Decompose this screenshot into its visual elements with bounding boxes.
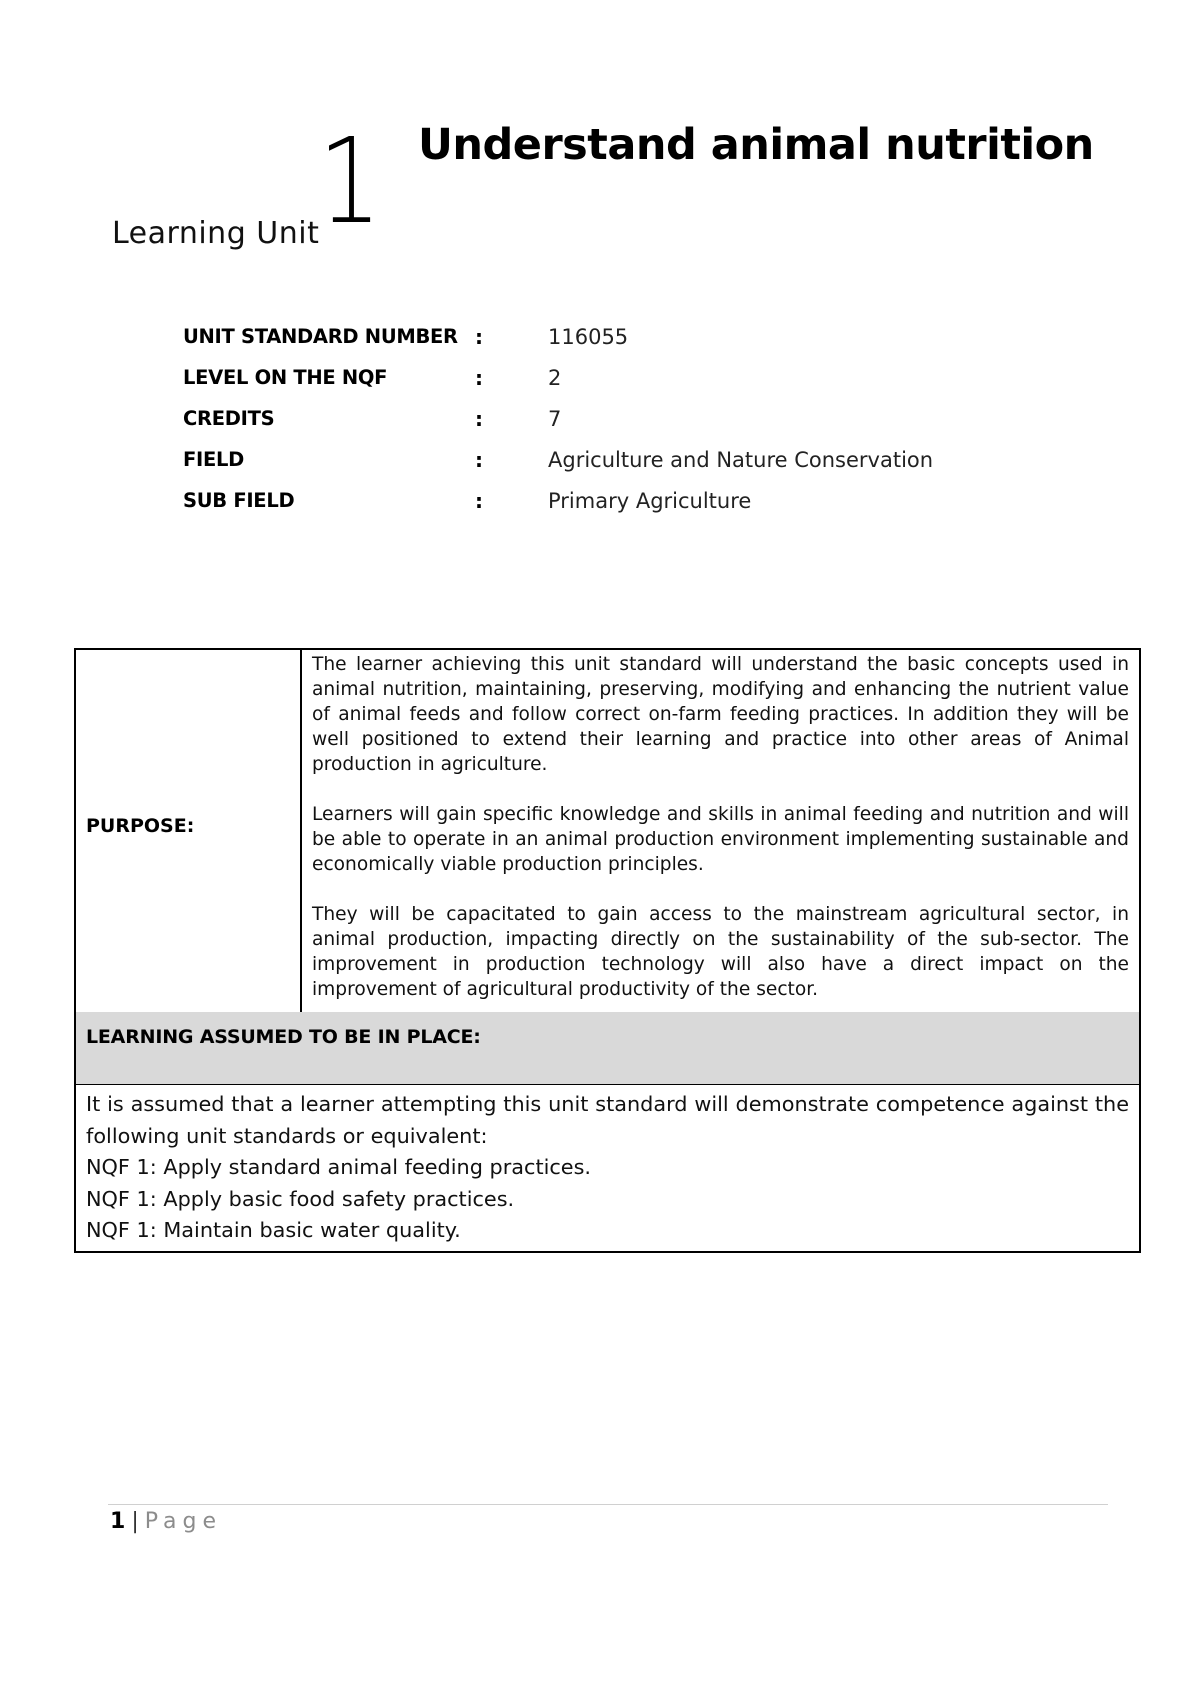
learning-unit-label: Learning Unit <box>112 216 320 251</box>
meta-value: 7 <box>548 407 562 431</box>
meta-colon: : <box>475 366 483 390</box>
meta-colon: : <box>475 448 483 472</box>
meta-key: UNIT STANDARD NUMBER <box>183 325 458 348</box>
assumed-item: NQF 1: Apply basic food safety practices. <box>86 1186 515 1211</box>
purpose-paragraph: Learners will gain specific knowledge and skills in animal feeding and nutrition and will be able to operate in an animal production environment implementing sustainable and economically viable production principles. <box>312 804 1129 875</box>
page-word: Page <box>144 1509 222 1534</box>
assumed-learning-body <box>76 1085 1139 1251</box>
assumed-item: NQF 1: Maintain basic water quality. <box>86 1218 461 1242</box>
purpose-row <box>76 650 1139 1012</box>
purpose-table <box>74 648 1141 1253</box>
footer-separator: | <box>131 1509 139 1534</box>
purpose-text <box>302 650 1139 1012</box>
meta-colon: : <box>475 489 483 513</box>
meta-row-field <box>183 448 1083 489</box>
page-number: 1 <box>110 1509 126 1534</box>
meta-value: Primary Agriculture <box>548 489 752 513</box>
meta-key: LEVEL ON THE NQF <box>183 366 388 389</box>
assumed-item: NQF 1: Apply standard animal feeding practices. <box>86 1155 592 1179</box>
meta-key: CREDITS <box>183 407 275 430</box>
meta-row-unit-standard <box>183 325 1083 366</box>
meta-row-credits <box>183 407 1083 448</box>
unit-number: 1 <box>318 112 382 250</box>
unit-metadata <box>183 325 1083 530</box>
meta-value: 2 <box>548 366 562 390</box>
assumed-intro: It is assumed that a learner attempting this unit standard will demonstrate competence against the following unit standards or equivalent: <box>86 1092 1129 1148</box>
purpose-paragraph: They will be capacitated to gain access to the mainstream agricultural sector, in animal production, impacting directly on the sustainability of the sub-sector. The improvement in production technology will also have a direct impact on the improvement of agricultural productivity of the sector. <box>312 904 1129 1000</box>
meta-colon: : <box>475 407 483 431</box>
footer-divider <box>108 1504 1108 1505</box>
purpose-label: PURPOSE: <box>76 650 302 1012</box>
meta-value: 116055 <box>548 325 629 349</box>
meta-key: SUB FIELD <box>183 489 295 512</box>
assumed-learning-heading: LEARNING ASSUMED TO BE IN PLACE: <box>76 1012 1139 1085</box>
page-footer <box>110 1509 222 1534</box>
purpose-paragraph: The learner achieving this unit standard will understand the basic concepts used in animal nutrition, maintaining, preserving, modifying and enhancing the nutrient value of animal feeds and follow correct on-farm feeding practices. In addition they will be well positioned to extend their learning and practice into other areas of Animal production in agriculture. <box>312 654 1129 775</box>
meta-colon: : <box>475 325 483 349</box>
meta-row-level <box>183 366 1083 407</box>
meta-value: Agriculture and Nature Conservation <box>548 448 934 472</box>
page-title: Understand animal nutrition <box>418 120 1094 170</box>
meta-key: FIELD <box>183 448 245 471</box>
meta-row-sub-field <box>183 489 1083 530</box>
